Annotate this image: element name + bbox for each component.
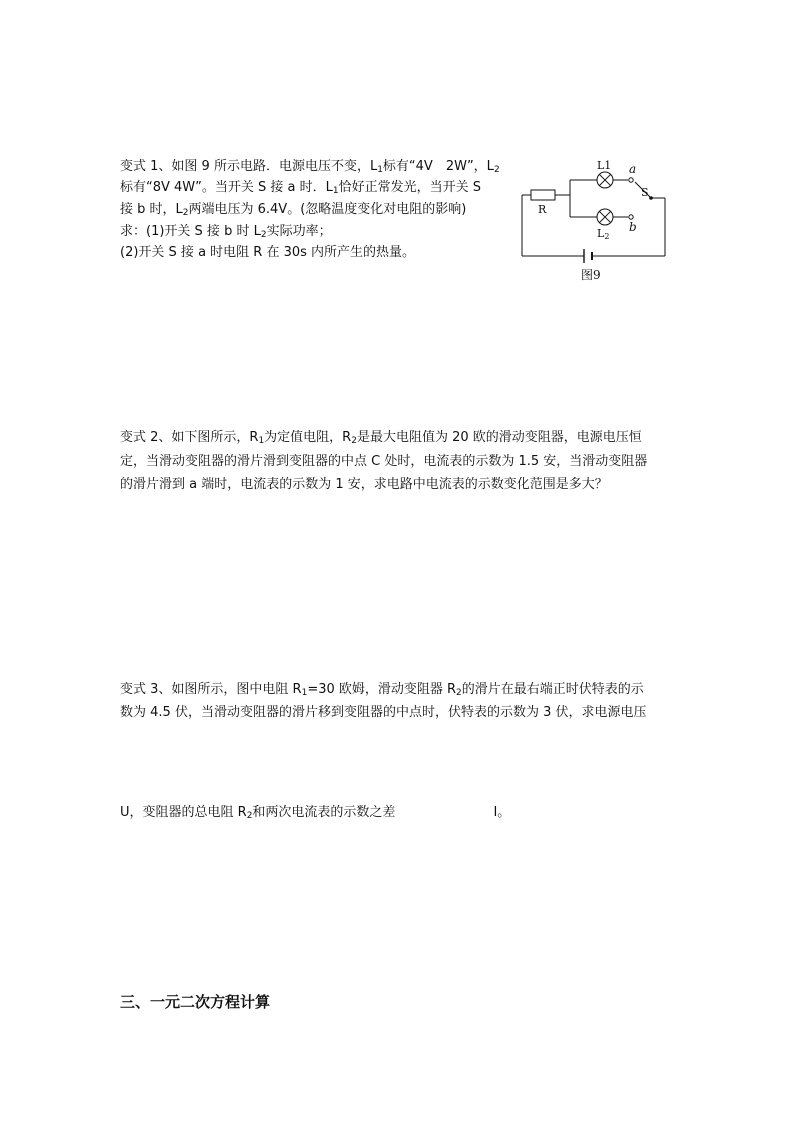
q1-line-2: 标有“8V 4W”。当开关 S 接 a 时．$L_1$恰好正常发光，当开关 S	[120, 180, 482, 196]
q2-line-3: 的滑片滑到 a 端时，电流表的示数为 1 安，求电路中电流表的示数变化范围是多大？	[120, 477, 608, 492]
q2-line-2: 定，当滑动变阻器的滑片滑到变阻器的中点 C 处时，电流表的示数为 1.5 安，当滑动变阻器	[120, 454, 648, 469]
contact-a	[629, 178, 633, 182]
q1-line-1: 变式 1、如图 9 所示电路．电源电压不变，$L_1$标有“4V 2W”，$L_2$	[120, 159, 500, 175]
q1-line-4: 求：(1)开关 S 接 b 时 $L_2$实际功率；	[120, 224, 332, 240]
resistor-R	[531, 190, 555, 200]
figure-caption: 图9	[581, 268, 601, 282]
q1-line-5: (2)开关 S 接 a 时电阻 R 在 30s 内所产生的热量。	[120, 245, 416, 260]
label-L2: L2	[597, 227, 610, 241]
label-S: S	[641, 186, 649, 199]
switch-pivot	[649, 196, 653, 200]
circuit-diagram-figure-9	[512, 155, 672, 285]
label-a: a	[629, 162, 637, 176]
label-R: R	[538, 203, 547, 216]
q2-line-1: 变式 2、如下图所示，$R_1$为定值电阻，$R_2$是最大电阻值为 20 欧的滑动变阻器，电源电压恒	[120, 430, 642, 446]
label-L1: L1	[597, 159, 612, 172]
section-heading: 三、一元二次方程计算	[120, 993, 271, 1011]
q1-line-3: 接 b 时，$L_2$两端电压为 6.4V。(忽略温度变化对电阻的影响)	[120, 202, 467, 218]
q3-line-3: U，变阻器的总电阻 $R_2$和两次电流表的示数之差 I。	[120, 805, 511, 821]
q3-line-1: 变式 3、如图所示，图中电阻 $R_1=30$ 欧姆，滑动变阻器 $R_2$的滑片在最右端正时伏特表的示	[120, 682, 644, 698]
q3-line-2: 数为 4.5 伏，当滑动变阻器的滑片移到变阻器的中点时，伏特表的示数为 3 伏，求电源电压	[120, 705, 647, 720]
contact-b	[629, 215, 633, 219]
label-b: b	[629, 220, 637, 234]
